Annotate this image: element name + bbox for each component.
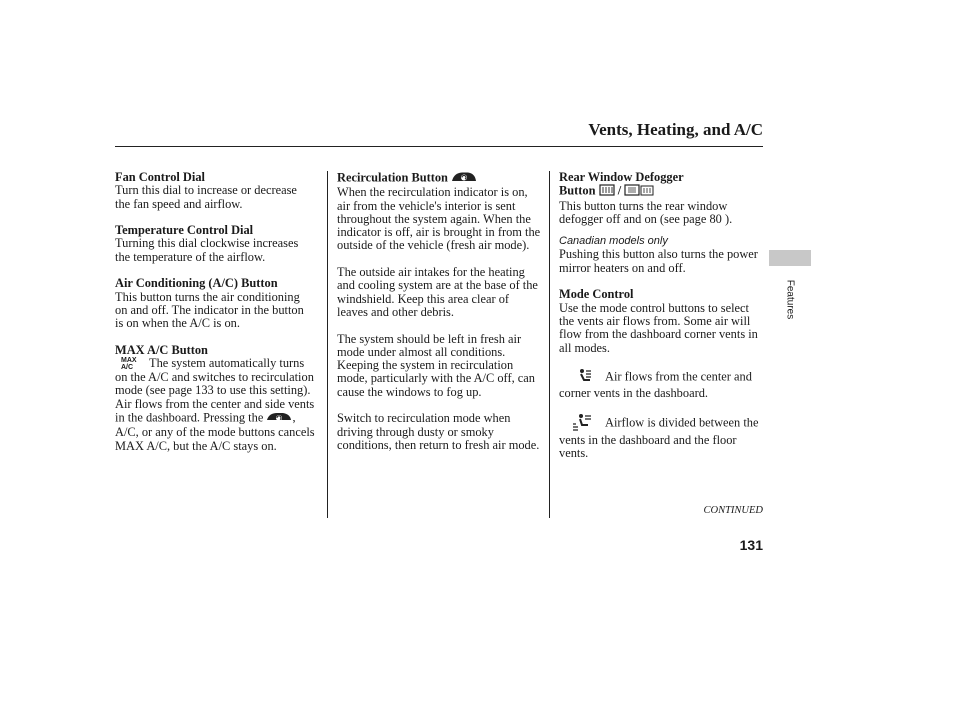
- recirc-heading-line: [337, 171, 541, 186]
- defog-body: This button turns the rear window defogger off and on (see page 80 ).: [559, 198, 733, 226]
- column-divider: [549, 171, 550, 518]
- max-ac-body: [115, 357, 315, 453]
- fan-body: Turn this dial to increase or decrease the fan speed and airflow.: [115, 183, 297, 211]
- temp-body: Turning this dial clockwise increases the temperature of the airflow.: [115, 236, 299, 264]
- continued-label: CONTINUED: [703, 505, 763, 516]
- rear-defogger-icon: [599, 184, 615, 199]
- defog-slash: /: [617, 183, 622, 198]
- column-3: [559, 171, 763, 461]
- section-tab-label: Features: [784, 279, 796, 320]
- mode-1-item: [559, 368, 763, 401]
- fan-heading: Fan Control Dial: [115, 170, 205, 184]
- bi-level-mode-icon: [571, 413, 593, 434]
- column-divider: [327, 171, 328, 518]
- ac-body: This button turns the air conditioning on and off. The indicator in the button is on when the A/C is on.: [115, 289, 304, 331]
- mode-heading: Mode Control: [559, 287, 634, 302]
- mode-2-text: Airflow is divided between the vents in the dashboard and the floor vents.: [559, 415, 759, 461]
- max-ac-heading: MAX A/C Button: [115, 342, 208, 357]
- mode-body: Use the mode control buttons to select the vents air flows from. Some air will flow from the dashboard corner vents in all modes.: [559, 300, 758, 355]
- vent-mode-icon: [577, 368, 593, 387]
- section-tab: [769, 250, 811, 266]
- defog-heading-1: Rear Window Defogger: [559, 170, 684, 184]
- title-rule: [115, 146, 763, 147]
- max-ac-icon: MAX A/C: [121, 357, 137, 372]
- mirror-heater-icon: [624, 184, 654, 199]
- recirculation-button-icon: [451, 171, 477, 186]
- max-ac-text-1: The system automatically turns on the A/C and switches to recirculation mode (see page 133 to use this setting). Air flows from the center and side vents in the dashboard. Pressing the: [115, 356, 315, 425]
- page-title: Vents, Heating, and A/C: [588, 120, 763, 139]
- ac-heading: Air Conditioning (A/C) Button: [115, 276, 278, 291]
- recirc-heading: Recirculation Button: [337, 170, 448, 185]
- max-ac-text-2: , A/C, or any of the mode buttons cancels MAX A/C, but the A/C stays on.: [115, 410, 315, 453]
- recirc-para-2: The outside air intakes for the heating and cooling system are at the base of the windshield. Keep this area clear of leaves and other debris.: [337, 265, 538, 319]
- column-1: [115, 171, 315, 453]
- recirc-para-1: When the recirculation indicator is on, air from the vehicle's interior is sent throughout the system again. When the indicator is off, air is brought in from the outside of the vehicle (fresh air mode).: [337, 185, 541, 253]
- recirculation-icon: [266, 411, 292, 426]
- recirc-para-4: Switch to recirculation mode when driving through dusty or smoky conditions, then return to fresh air mode.: [337, 411, 540, 452]
- canadian-body: Pushing this button also turns the power mirror heaters on and off.: [559, 247, 758, 275]
- temp-heading: Temperature Control Dial: [115, 223, 254, 238]
- canadian-note: Canadian models only: [559, 235, 668, 248]
- defog-heading-2-line: [559, 184, 763, 199]
- column-2: [337, 171, 541, 452]
- recirc-para-3: The system should be left in fresh air mode under almost all conditions. Keeping the system in recirculation mode, particularly with the A/C off, can cause the windows to fog up.: [337, 331, 535, 399]
- mode-2-item: [559, 413, 763, 461]
- page-number: 131: [739, 537, 763, 553]
- defog-heading-2: Button: [559, 183, 596, 198]
- mode-1-text: Air flows from the center and corner vents in the dashboard.: [559, 369, 752, 401]
